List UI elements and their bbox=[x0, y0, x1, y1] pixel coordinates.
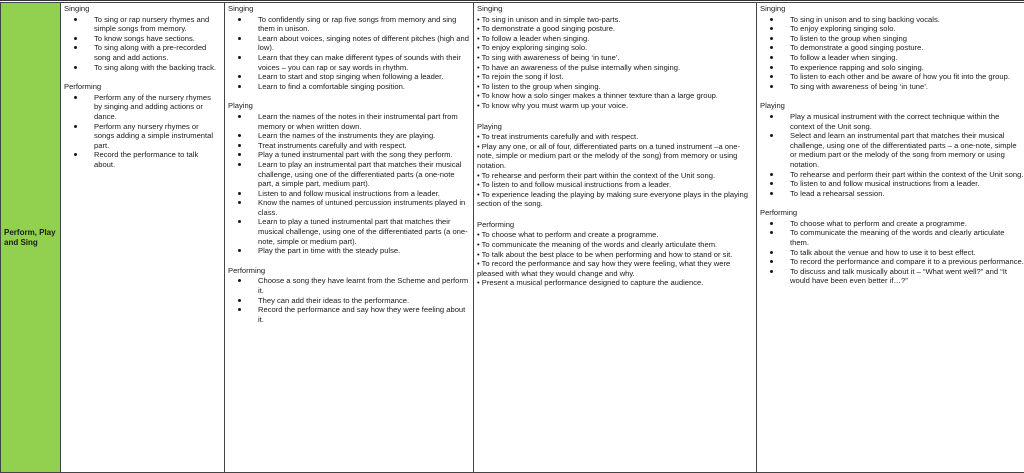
list-item: Learn the names of the instruments they are playing. bbox=[258, 131, 470, 141]
section-title: Singing bbox=[64, 4, 90, 13]
objective-list bbox=[64, 15, 221, 73]
list-item: Learn about voices, singing notes of different pitches (high and low). bbox=[258, 33, 469, 53]
list-item: • To have an awareness of the pulse internally when singing. bbox=[477, 62, 681, 72]
section-title: Singing bbox=[477, 4, 503, 13]
column-year-2 bbox=[225, 3, 474, 473]
list-item: To communicate the meaning of the words and clearly articulate them. bbox=[790, 228, 1024, 247]
objective-list bbox=[760, 15, 1024, 92]
column-year-1 bbox=[61, 3, 225, 473]
list-item: • To demonstrate a good singing posture. bbox=[477, 24, 616, 34]
curriculum-table bbox=[0, 2, 1024, 473]
list-item: • To rehearse and perform their part within the context of the Unit song. bbox=[477, 170, 716, 180]
list-item: To know songs have sections. bbox=[94, 34, 221, 44]
list-item: • To experience leading the playing by making sure everyone plays in the playing section of the song. bbox=[477, 189, 748, 209]
list-item: • Present a musical performance designed to capture the audience. bbox=[477, 278, 704, 288]
list-item: To follow a leader when singing. bbox=[790, 53, 1024, 63]
column-year-4 bbox=[757, 3, 1024, 473]
section-singing bbox=[760, 4, 1024, 91]
objective-list bbox=[477, 15, 753, 111]
list-item: They can add their ideas to the performance. bbox=[258, 296, 470, 306]
list-item: To lead a rehearsal session. bbox=[790, 189, 1024, 199]
list-item: • To choose what to perform and create a programme. bbox=[477, 230, 659, 240]
list-item: Learn to find a comfortable singing position. bbox=[258, 82, 470, 92]
list-item: To discuss and talk musically about it – “What went well?” and “It would have been even better if…?” bbox=[790, 267, 1024, 286]
list-item: Play a tuned instrumental part with the song they perform. bbox=[258, 150, 470, 160]
objective-list bbox=[760, 112, 1024, 198]
section-playing bbox=[228, 101, 470, 256]
section-title: Performing bbox=[228, 265, 266, 275]
objective-list bbox=[228, 15, 470, 92]
list-item: • To talk about the best place to be when performing and how to stand or sit. bbox=[477, 249, 733, 259]
list-item: Choose a song they have learnt from the Scheme and perform it. bbox=[258, 276, 469, 296]
list-item: • Play any one, or all of four, differentiated parts on a tuned instrument –a one-note, simple or medium part or the melody of the song) from memory or using notation. bbox=[477, 141, 740, 170]
section-singing bbox=[477, 4, 753, 111]
section-playing bbox=[477, 122, 753, 209]
list-item: • To listen to and follow musical instructions from a leader. bbox=[477, 180, 672, 190]
list-item: • To know why you must warm up your voice. bbox=[477, 100, 629, 110]
list-item: Play a musical instrument with the correct technique within the context of the Unit song. bbox=[790, 112, 1024, 131]
section-title: Playing bbox=[477, 121, 502, 131]
list-item: Listen to and follow musical instructions from a leader. bbox=[258, 189, 470, 199]
list-item: To choose what to perform and create a programme. bbox=[790, 219, 1024, 229]
list-item: Learn to play a tuned instrumental part that matches their musical challenge, using one of the differentiated parts (a one-note, simple or medium part). bbox=[258, 217, 470, 246]
list-item: • To listen to the group when singing. bbox=[477, 81, 601, 91]
list-item: To experience rapping and solo singing. bbox=[790, 63, 1024, 73]
list-item: To confidently sing or rap five songs from memory and sing them in unison. bbox=[258, 15, 470, 34]
list-item: • To record the performance and say how they were feeling, what they were pleased with what they would change and why. bbox=[477, 259, 731, 278]
section-performing bbox=[477, 220, 753, 288]
list-item: Learn that they can make different types of sounds with their voices – you can rap or say words in rhythm. bbox=[258, 53, 470, 72]
section-performing bbox=[64, 82, 221, 169]
section-title: Performing bbox=[64, 82, 102, 92]
list-item: Perform any nursery rhymes or songs adding a simple instrumental part. bbox=[94, 122, 221, 151]
list-item: • To enjoy exploring singing solo. bbox=[477, 43, 588, 53]
objective-list bbox=[64, 93, 221, 170]
list-item: Learn the names of the notes in their instrumental part from memory or when written down. bbox=[258, 112, 470, 131]
list-item: • To sing with awareness of being ‘in tune’. bbox=[477, 52, 620, 62]
list-item: Play the part in time with the steady pulse. bbox=[258, 246, 470, 256]
list-item: To record the performance and compare it to a previous performance. bbox=[790, 257, 1024, 267]
objective-list bbox=[760, 219, 1024, 286]
list-item: • To rejoin the song if lost. bbox=[477, 72, 564, 82]
list-item: To listen to the group when singing bbox=[790, 34, 1024, 44]
list-item: Learn to start and stop singing when following a leader. bbox=[258, 72, 470, 82]
list-item: • To treat instruments carefully and with respect. bbox=[477, 132, 639, 142]
objective-list bbox=[228, 112, 470, 256]
objective-list bbox=[228, 276, 470, 324]
section-performing bbox=[760, 208, 1024, 286]
list-item: To talk about the venue and how to use it to best effect. bbox=[790, 248, 1024, 258]
list-item: To sing along with a pre-recorded song and add actions. bbox=[94, 43, 221, 62]
list-item: Record the performance to talk about. bbox=[94, 150, 221, 169]
section-title: Performing bbox=[760, 208, 798, 218]
section-title: Playing bbox=[228, 101, 253, 111]
list-item: To sing along with the backing track. bbox=[94, 63, 221, 73]
list-item: To sing in unison and to sing backing vocals. bbox=[790, 15, 1024, 25]
list-item: Perform any of the nursery rhymes by singing and adding actions or dance. bbox=[94, 93, 221, 122]
section-playing bbox=[760, 101, 1024, 198]
row-label: Perform, Play and Sing bbox=[4, 227, 56, 247]
list-item: • To follow a leader when singing. bbox=[477, 33, 590, 43]
section-title: Performing bbox=[477, 219, 515, 229]
section-title: Singing bbox=[760, 4, 786, 13]
list-item: Treat instruments carefully and with respect. bbox=[258, 141, 470, 151]
list-item: To demonstrate a good singing posture. bbox=[790, 43, 1024, 53]
section-title: Singing bbox=[228, 4, 254, 13]
section-singing bbox=[228, 4, 470, 91]
section-singing bbox=[64, 4, 221, 72]
list-item: To sing with awareness of being ‘in tune’. bbox=[790, 82, 1024, 92]
list-item: To listen to each other and be aware of how you fit into the group. bbox=[790, 72, 1024, 82]
list-item: To listen to and follow musical instructions from a leader. bbox=[790, 179, 1024, 189]
list-item: Record the performance and say how they were feeling about it. bbox=[258, 305, 470, 324]
objective-list bbox=[477, 132, 753, 209]
list-item: To enjoy exploring singing solo. bbox=[790, 24, 1024, 34]
objective-list bbox=[477, 230, 753, 288]
list-item: • To know how a solo singer makes a thinner texture than a large group. bbox=[477, 91, 719, 101]
list-item: Select and learn an instrumental part that matches their musical challenge, using one of the differentiated parts – a one-note, simple or medium part or the melody of the song from memory or using notation. bbox=[790, 131, 1024, 169]
section-performing bbox=[228, 266, 470, 325]
list-item: • To sing in unison and in simple two-parts. bbox=[477, 14, 621, 24]
table-row bbox=[1, 3, 1024, 473]
list-item: Know the names of untuned percussion instruments played in class. bbox=[258, 198, 470, 217]
list-item: To rehearse and perform their part within the context of the Unit song. bbox=[790, 169, 1024, 179]
column-year-3 bbox=[474, 3, 757, 473]
section-title: Playing bbox=[760, 101, 785, 111]
list-item: • To communicate the meaning of the words and clearly articulate them. bbox=[477, 240, 718, 250]
row-label-cell bbox=[1, 3, 61, 473]
list-item: To sing or rap nursery rhymes and simple songs from memory. bbox=[94, 15, 221, 34]
list-item: Learn to play an instrumental part that matches their musical challenge, using one of the differentiated parts (a one-note part, a simple part, medium part). bbox=[258, 160, 470, 189]
